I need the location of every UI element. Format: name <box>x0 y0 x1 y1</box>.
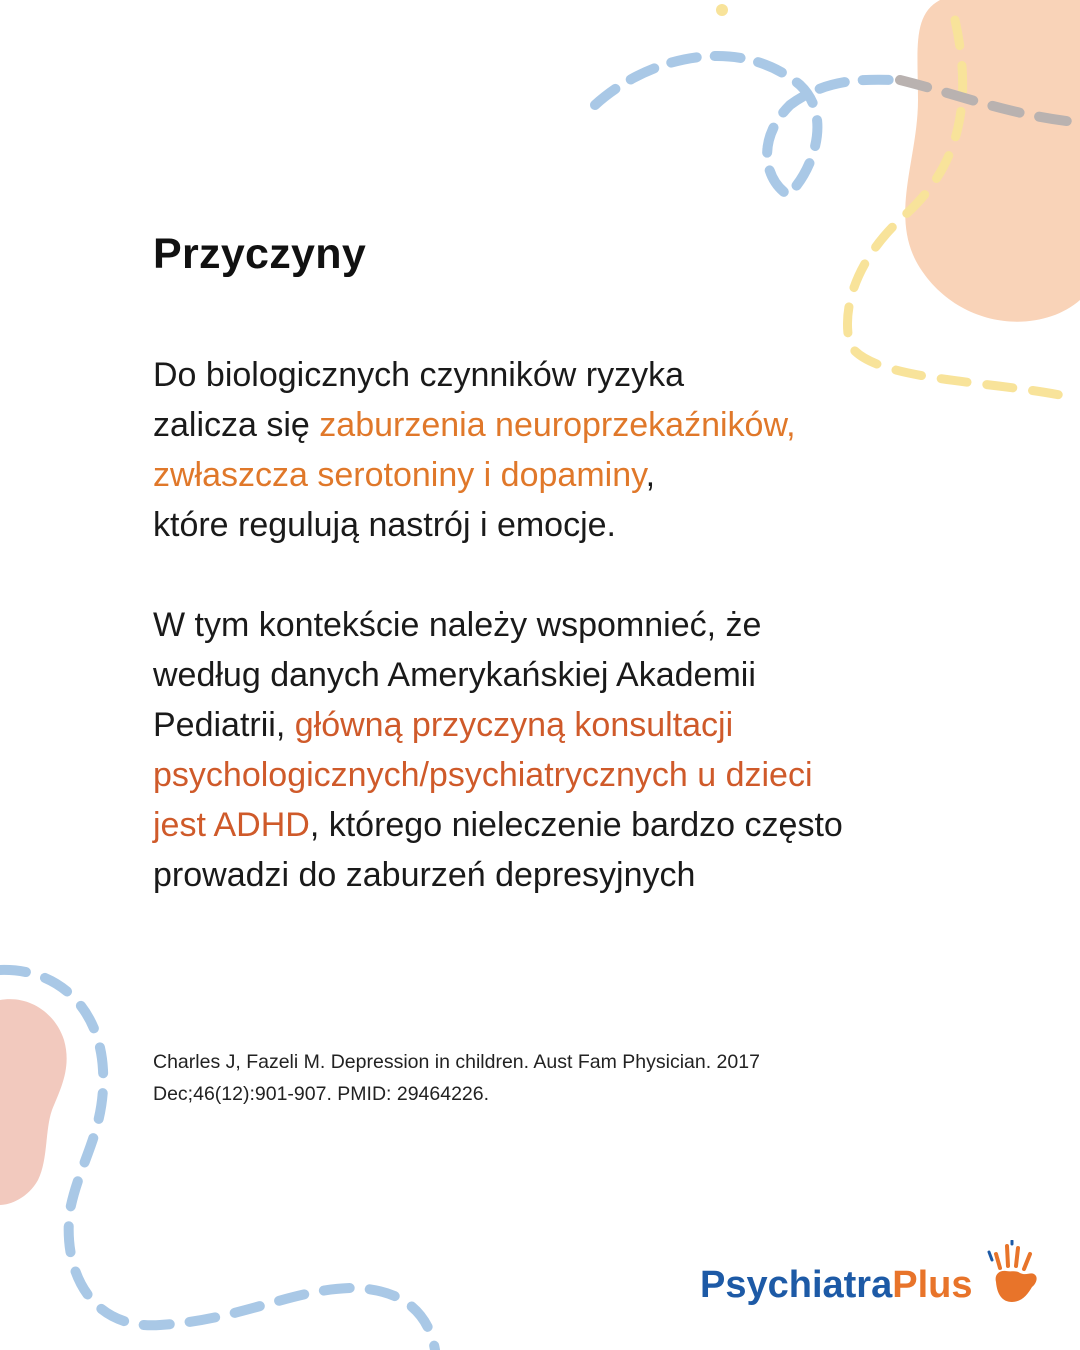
citation <box>153 1046 953 1110</box>
paragraph-biological-factors <box>153 350 1033 550</box>
citation-line2: Dec;46(12):901-907. PMID: 29464226. <box>153 1083 490 1105</box>
paragraph2-line3-text: Pediatrii, <box>153 706 295 744</box>
paragraph2-line6: prowadzi do zaburzeń depresyjnych <box>153 856 696 894</box>
yellow-dot-decoration <box>716 4 728 16</box>
page-title: Przyczyny <box>153 230 367 278</box>
paragraph1-line1: Do biologicznych czynników ryzyka <box>153 356 684 394</box>
pink-blob-decoration <box>0 999 67 1205</box>
peach-blob-decoration <box>905 0 1080 322</box>
paragraph1-line2-text: zalicza się <box>153 406 320 444</box>
paragraph2-line1: W tym kontekście należy wspomnieć, że <box>153 606 762 644</box>
blue-dashed-loop <box>595 56 900 195</box>
highlight-main-cause: główną przyczyną konsultacji <box>294 706 734 744</box>
highlight-adhd: jest ADHD <box>153 806 310 844</box>
highlight-serotonin-dopamine: zwłaszcza serotoniny i dopaminy <box>153 456 646 494</box>
citation-line1: Charles J, Fazeli M. Depression in children. Aust Fam Physician. 2017 <box>153 1051 760 1073</box>
logo-text-psychiatra: Psychiatra <box>700 1264 893 1306</box>
logo-text <box>700 1264 972 1307</box>
highlight-neurotransmitters: zaburzenia neuroprzekaźników, <box>319 406 796 444</box>
psychiatraplus-logo <box>700 1240 1040 1320</box>
highlight-consultations: psychologicznych/psychiatrycznych u dzieci <box>153 756 813 794</box>
paragraph1-line3-text: , <box>645 456 656 494</box>
paragraph1-line4: które regulują nastrój i emocje. <box>153 506 617 544</box>
logo-text-plus: Plus <box>892 1264 973 1306</box>
paragraph-adhd-context <box>153 600 1033 900</box>
paragraph2-line2: według danych Amerykańskiej Akademii <box>153 656 756 694</box>
blue-dashed-curve-bottom <box>0 970 435 1350</box>
paragraph2-line5-text: , którego nieleczenie bardzo często <box>309 806 843 844</box>
hand-icon <box>982 1240 1042 1312</box>
